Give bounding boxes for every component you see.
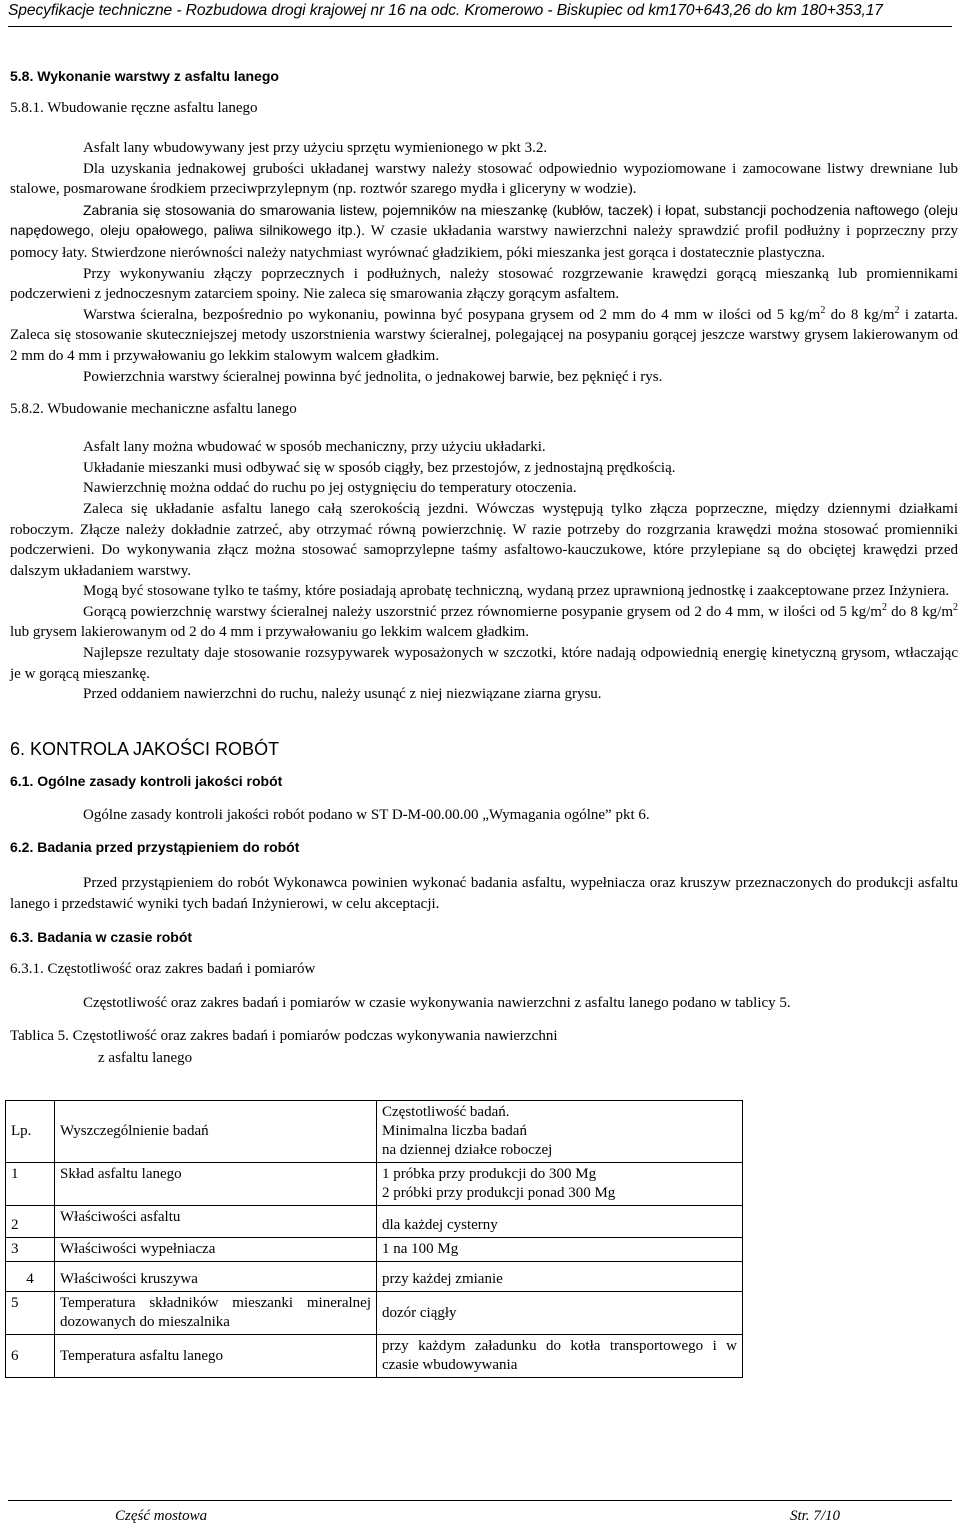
s582-p6b: do 8 kg/m [886,603,953,620]
sup-2c: 2 [881,601,887,613]
s581-p5b: do 8 kg/m [825,306,895,323]
document-body [10,66,958,1069]
section-5-8-1-title: 5.8.1. Wbudowanie ręczne asfaltu lanego [10,100,258,116]
th-freq [377,1101,743,1163]
sup-2b: 2 [894,304,900,316]
s582-p5: Mogą być stosowane tylko te taśmy, które posiadają aprobatę techniczną, wydaną przez uprawnioną jednostkę i zaakceptowane przez Inżyniera. [83,583,950,600]
th-name [55,1101,377,1163]
cell-lp: 3 [6,1238,55,1262]
s581-p2-text: Dla uzyskania jednakowej grubości układanej warstwy należy stosować odpowiednio wypoziomowane i zamocowane listwy drewniane lub stalowe, posmarowane środkiem przeciwprzylepnym (np. roztwór szarego mydła i gliceryny w wodzie). [10,160,958,198]
s631-p1: Częstotliwość oraz zakres badań i pomiarów w czasie wykonywania nawierzchni z asfaltu lanego podano w tablicy 5. [83,994,791,1011]
s581-p4: Przy wykonywaniu złączy poprzecznych i podłużnych, należy stosować rozgrzewanie krawędzi gorącą mieszanką lub promiennikami podczerwieni z jednoczesnym zatarciem spoiny. Nie zaleca się smarowania złączy gorącym asfaltem. [10,265,958,303]
s582-p6 [10,602,958,643]
cell-lp: 1 [6,1163,55,1206]
page-header [0,0,960,34]
header-title: Specyfikacje techniczne - Rozbudowa drogi krajowej nr 16 na odc. Kromerowo - Biskupiec od km170+643,26 do km 180+353,17 [8,2,883,19]
s582-p6a: Gorącą powierzchnię warstwy ścieralnej należy uszorstnić przez równomierne posypanie grysem od 2 do 4 mm, w ilości od 5 kg/m [83,603,882,620]
table-row [6,1238,743,1262]
s581-p5 [10,305,958,367]
th-name-text: Wyszczególnienie badań [60,1123,209,1139]
s581-p3-text: Zabrania się stosowania do smarowania listew, pojemników na mieszankę (kubłów, taczek) i łopat, substancji pochodzenia naftowego (oleju napędowego, oleju opałowego, paliwa silnikowego itp.). [10,201,958,239]
th-lp-text: Lp. [11,1123,32,1139]
section-5-8-title: 5.8. Wykonanie warstwy z asfaltu lanego [10,68,279,84]
cell-freq [377,1163,743,1206]
table-row [6,1163,743,1206]
footer-page-number: Str. 7/10 [790,1508,841,1524]
section-6-3-title: 6.3. Badania w czasie robót [10,928,193,945]
s61-p1: Ogólne zasady kontroli jakości robót podano w ST D-M-00.00.00 „Wymagania ogólne” pkt 6. [83,806,650,823]
cell-freq: dla każdej cysterny [377,1206,743,1238]
section-5-8-2-title: 5.8.2. Wbudowanie mechaniczne asfaltu lanego [10,401,297,418]
cell-lp: 4 [6,1262,55,1292]
header-rule [8,26,952,27]
table-row [6,1292,743,1335]
s581-p5a: Warstwa ścieralna, bezpośrednio po wykonaniu, powinna być posypana grysem od 2 mm do 4 mm w ilości od 5 kg/m [83,306,821,323]
cell-freq: dozór ciągły [377,1292,743,1335]
cell-name: Właściwości asfaltu [55,1206,377,1238]
cell-freq: 1 na 100 Mg [377,1238,743,1262]
cell-freq-line2: 2 próbki przy produkcji ponad 300 Mg [382,1185,616,1201]
footer-section-label: Część mostowa [115,1508,208,1524]
s581-p2 [10,159,958,200]
sup-2a: 2 [820,304,826,316]
table-caption-line2: z asfaltu lanego [98,1050,193,1067]
cell-freq: przy każdym załadunku do kotła transportowego i w czasie wbudowywania [377,1335,743,1378]
cell-lp: 6 [6,1335,55,1378]
section-6-2-title: 6.2. Badania przed przystąpieniem do robót [10,839,300,856]
cell-freq-line1: 1 próbka przy produkcji do 300 Mg [382,1166,597,1182]
s582-p7: Najlepsze rezultaty daje stosowanie rozsypywarek wyposażonych w szczotki, które nadają odpowiednią energię kinetyczną grysom, wtłaczając je w gorącą mieszankę. [10,645,958,682]
s582-p1: Asfalt lany można wbudować w sposób mechaniczny, przy użyciu układarki. [83,439,546,456]
cell-lp: 5 [6,1292,55,1335]
section-6-1-title: 6.1. Ogólne zasady kontroli jakości robót [10,772,283,789]
s582-p2: Układanie mieszanki musi odbywać się w sposób ciągły, bez przestojów, z jednostajną prędkością. [83,459,676,476]
th-freq-line3: na dziennej działce roboczej [382,1142,553,1158]
cell-name: Właściwości kruszywa [55,1262,377,1292]
section-6-3-1-title: 6.3.1. Częstotliwość oraz zakres badań i pomiarów [10,960,316,977]
s581-p5c: i zatarta. Zaleca się stosowanie skuteczniejszej metody uszorstnienia warstwy ścieralnej, polegającej na posypaniu gorącej jeszcze warstwy grysem lakierowanym od 2 mm do 4 mm i przywałowaniu go lekkim stalowym walcem gładkim. [10,306,958,364]
cell-freq: przy każdej zmianie [377,1262,743,1292]
cell-name: Skład asfaltu lanego [55,1163,377,1206]
s582-p4: Zaleca się układanie asfaltu lanego całą szerokością jezdni. Wówczas występują tylko złącza poprzeczne, między dziennymi działkami roboczym. Złącze należy dokładnie zatrzeć, aby otrzymać równą powierzchnię. W razie potrzeby do rozgrzania krawędzi można stosować promienniki podczerwieni. Do wykonywania złącz można stosować samoprzylepne taśmy asfaltowo-kauczukowe, które przylepiane są do obciętej krawędzi przed dalszym układaniem warstwy. [10,500,958,579]
s582-p6c: lub grysem lakierowanym od 2 do 4 mm i przywałowaniu go lekkim walcem gładkim. [10,624,530,641]
cell-name: Temperatura asfaltu lanego [55,1335,377,1378]
table-caption-line1: Tablica 5. Częstotliwość oraz zakres badań i pomiarów podczas wykonywania nawierzchni [10,1028,558,1045]
s582-p8: Przed oddaniem nawierzchni do ruchu, należy usunąć z niej niezwiązane ziarna grysu. [83,686,602,703]
section-6-title: 6. KONTROLA JAKOŚCI ROBÓT [10,738,280,759]
s581-p3 [10,200,958,264]
s62-p1: Przed przystąpieniem do robót Wykonawca powinien wykonać badania asfaltu, wypełniacza oraz kruszyw przeznaczonych do produkcji asfaltu lanego i przedstawić wyniki tych badań Inżynierowi, w celu akceptacji. [10,875,958,913]
th-lp [6,1101,55,1163]
th-freq-line2: Minimalna liczba badań [382,1123,527,1139]
cell-name: Temperatura składników mieszanki mineralnej dozowanych do mieszalnika [55,1292,377,1335]
inspection-table [5,1100,743,1378]
table-row [6,1206,743,1238]
cell-name: Właściwości wypełniacza [55,1238,377,1262]
sup-2d: 2 [953,601,958,613]
footer-rule [8,1500,952,1501]
s581-p1: Asfalt lany wbudowywany jest przy użyciu sprzętu wymienionego w pkt 3.2. [83,140,548,156]
cell-lp: 2 [6,1206,55,1238]
table-row [6,1262,743,1292]
s582-p3: Nawierzchnię można oddać do ruchu po jej ostygnięciu do temperatury otoczenia. [83,480,577,497]
th-freq-line1: Częstotliwość badań. [382,1104,510,1120]
table-header-row [6,1101,743,1163]
s581-p6: Powierzchnia warstwy ścieralnej powinna być jednolita, o jednakowej barwie, bez pęknięć i rys. [83,368,663,385]
s581-p3b-text: W czasie układania warstwy nawierzchni należy sprawdzić profil podłużny i poprzeczny przy pomocy łaty. Stwierdzone nierówności należy natychmiast wyrównać gładzikiem, póki mieszanka jest gorąca i dostatecznie plastyczna. [10,223,958,261]
table-caption [10,1025,958,1069]
table-row [6,1335,743,1378]
